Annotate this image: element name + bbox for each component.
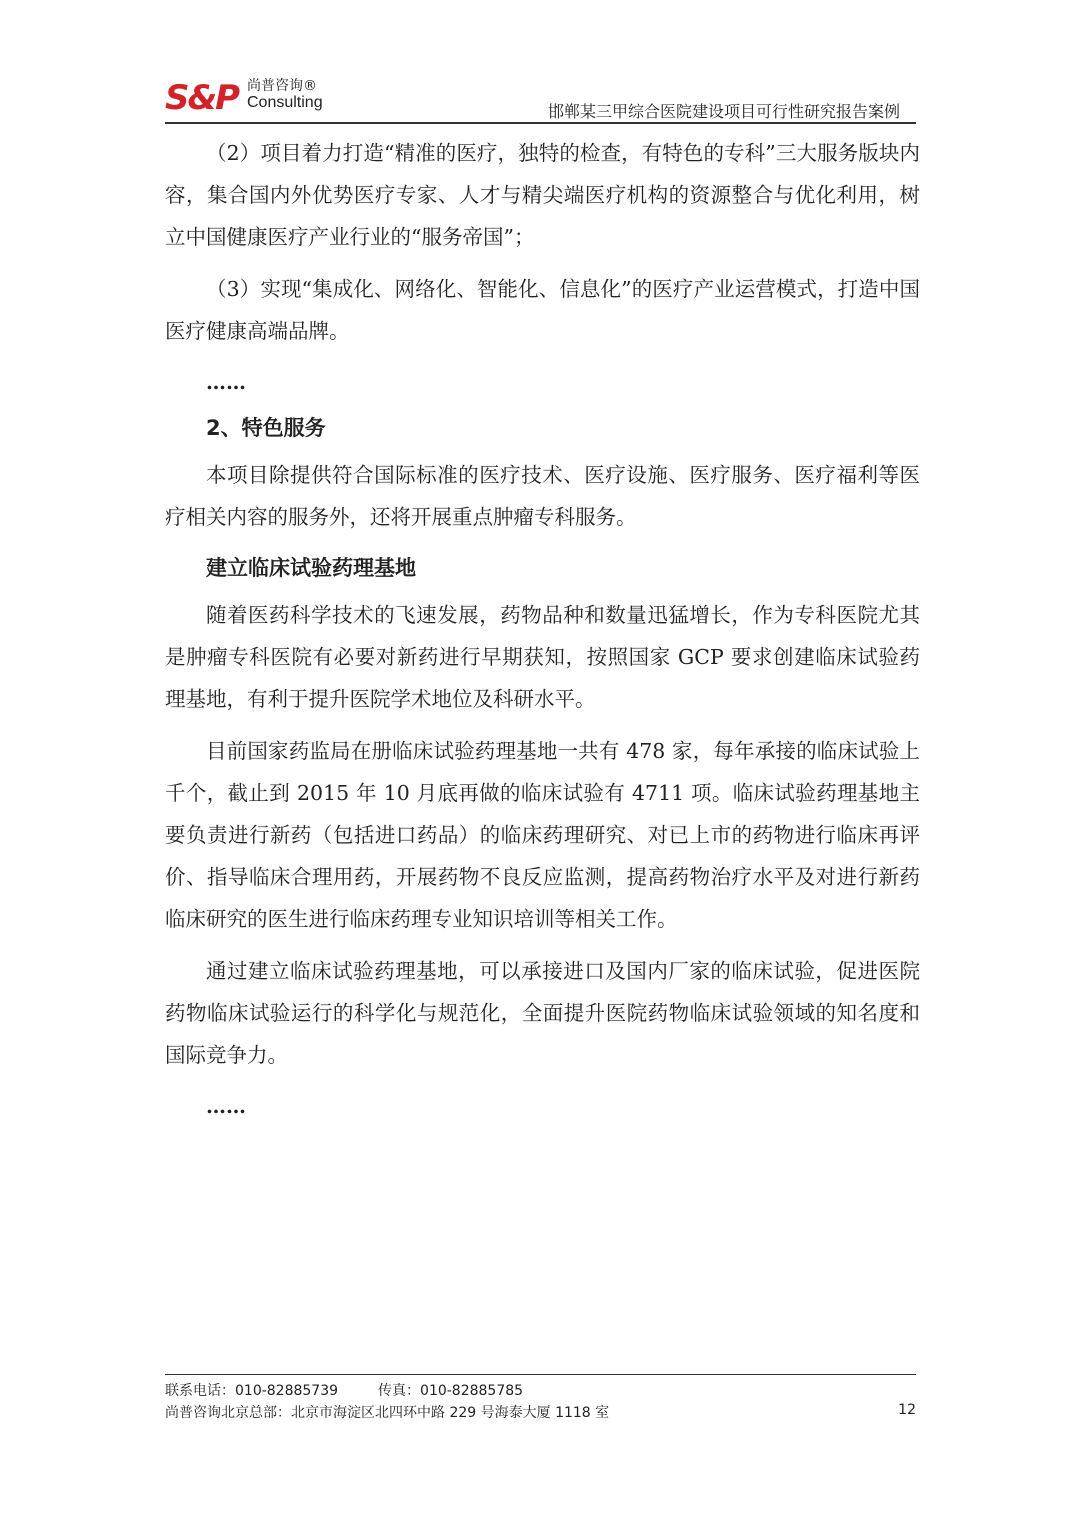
- company-logo: [165, 78, 335, 118]
- paragraph-item-3: （3）实现“集成化、网络化、智能化、信息化”的医疗产业运营模式，打造中国医疗健康高端品牌。: [165, 277, 920, 343]
- document-header-title: 邯郸某三甲综合医院建设项目可行性研究报告案例: [547, 102, 900, 121]
- page-body: [165, 132, 920, 1132]
- header-divider: [165, 122, 916, 124]
- paragraph-item-2: （2）项目着力打造“精准的医疗，独特的检查，有特色的专科”三大服务版块内容，集合国内外优势医疗专家、人才与精尖端医疗机构的资源整合与优化利用，树立中国健康医疗产业行业的“服务帝国”；: [165, 141, 920, 249]
- footer-contact-line: [165, 1380, 523, 1400]
- footer-divider: [165, 1374, 916, 1375]
- footer-phone: 联系电话：010-82885739: [165, 1383, 339, 1399]
- subsection-heading-clinical-base: 建立临床试验药理基地: [206, 556, 416, 580]
- ellipsis-marker: ……: [206, 370, 246, 394]
- logo-english-name: Consulting: [247, 94, 323, 111]
- section-heading-special-services: 2、特色服务: [206, 416, 326, 440]
- footer-fax: 传真：010-82885785: [378, 1383, 524, 1399]
- ellipsis-marker-end: ……: [206, 1094, 246, 1118]
- paragraph-clinical-base-benefits: 通过建立临床试验药理基地，可以承接进口及国内厂家的临床试验，促进医院药物临床试验运行的科学化与规范化，全面提升医院药物临床试验领域的知名度和国际竞争力。: [165, 959, 920, 1067]
- paragraph-clinical-base-intro: 随着医药科学技术的飞速发展，药物品种和数量迅猛增长，作为专科医院尤其是肿瘤专科医院有必要对新药进行早期获知，按照国家 GCP 要求创建临床试验药理基地，有利于提升医院学术地位及科研水平。: [165, 603, 920, 711]
- logo-chinese-name: 尚普咨询®: [247, 78, 317, 94]
- paragraph-clinical-base-stats: 目前国家药监局在册临床试验药理基地一共有 478 家，每年承接的临床试验上千个，截止到 2015 年 10 月底再做的临床试验有 4711 项。临床试验药理基地主要负责进行新药（包括进口药品）的临床药理研究、对已上市的药物进行临床再评价、指导临床合理用药，开展药物不良反应监测，提高药物治疗水平及对进行新药临床研究的医生进行临床药理专业知识培训等相关工作。: [165, 739, 920, 931]
- footer-address: 尚普咨询北京总部：北京市海淀区北四环中路 229 号海泰大厦 1118 室: [165, 1405, 610, 1421]
- paragraph-special-services: 本项目除提供符合国际标准的医疗技术、医疗设施、医疗服务、医疗福利等医疗相关内容的服务外，还将开展重点肿瘤专科服务。: [165, 463, 920, 529]
- page-number: 12: [898, 1402, 916, 1418]
- logo-mark: S&P: [165, 78, 239, 118]
